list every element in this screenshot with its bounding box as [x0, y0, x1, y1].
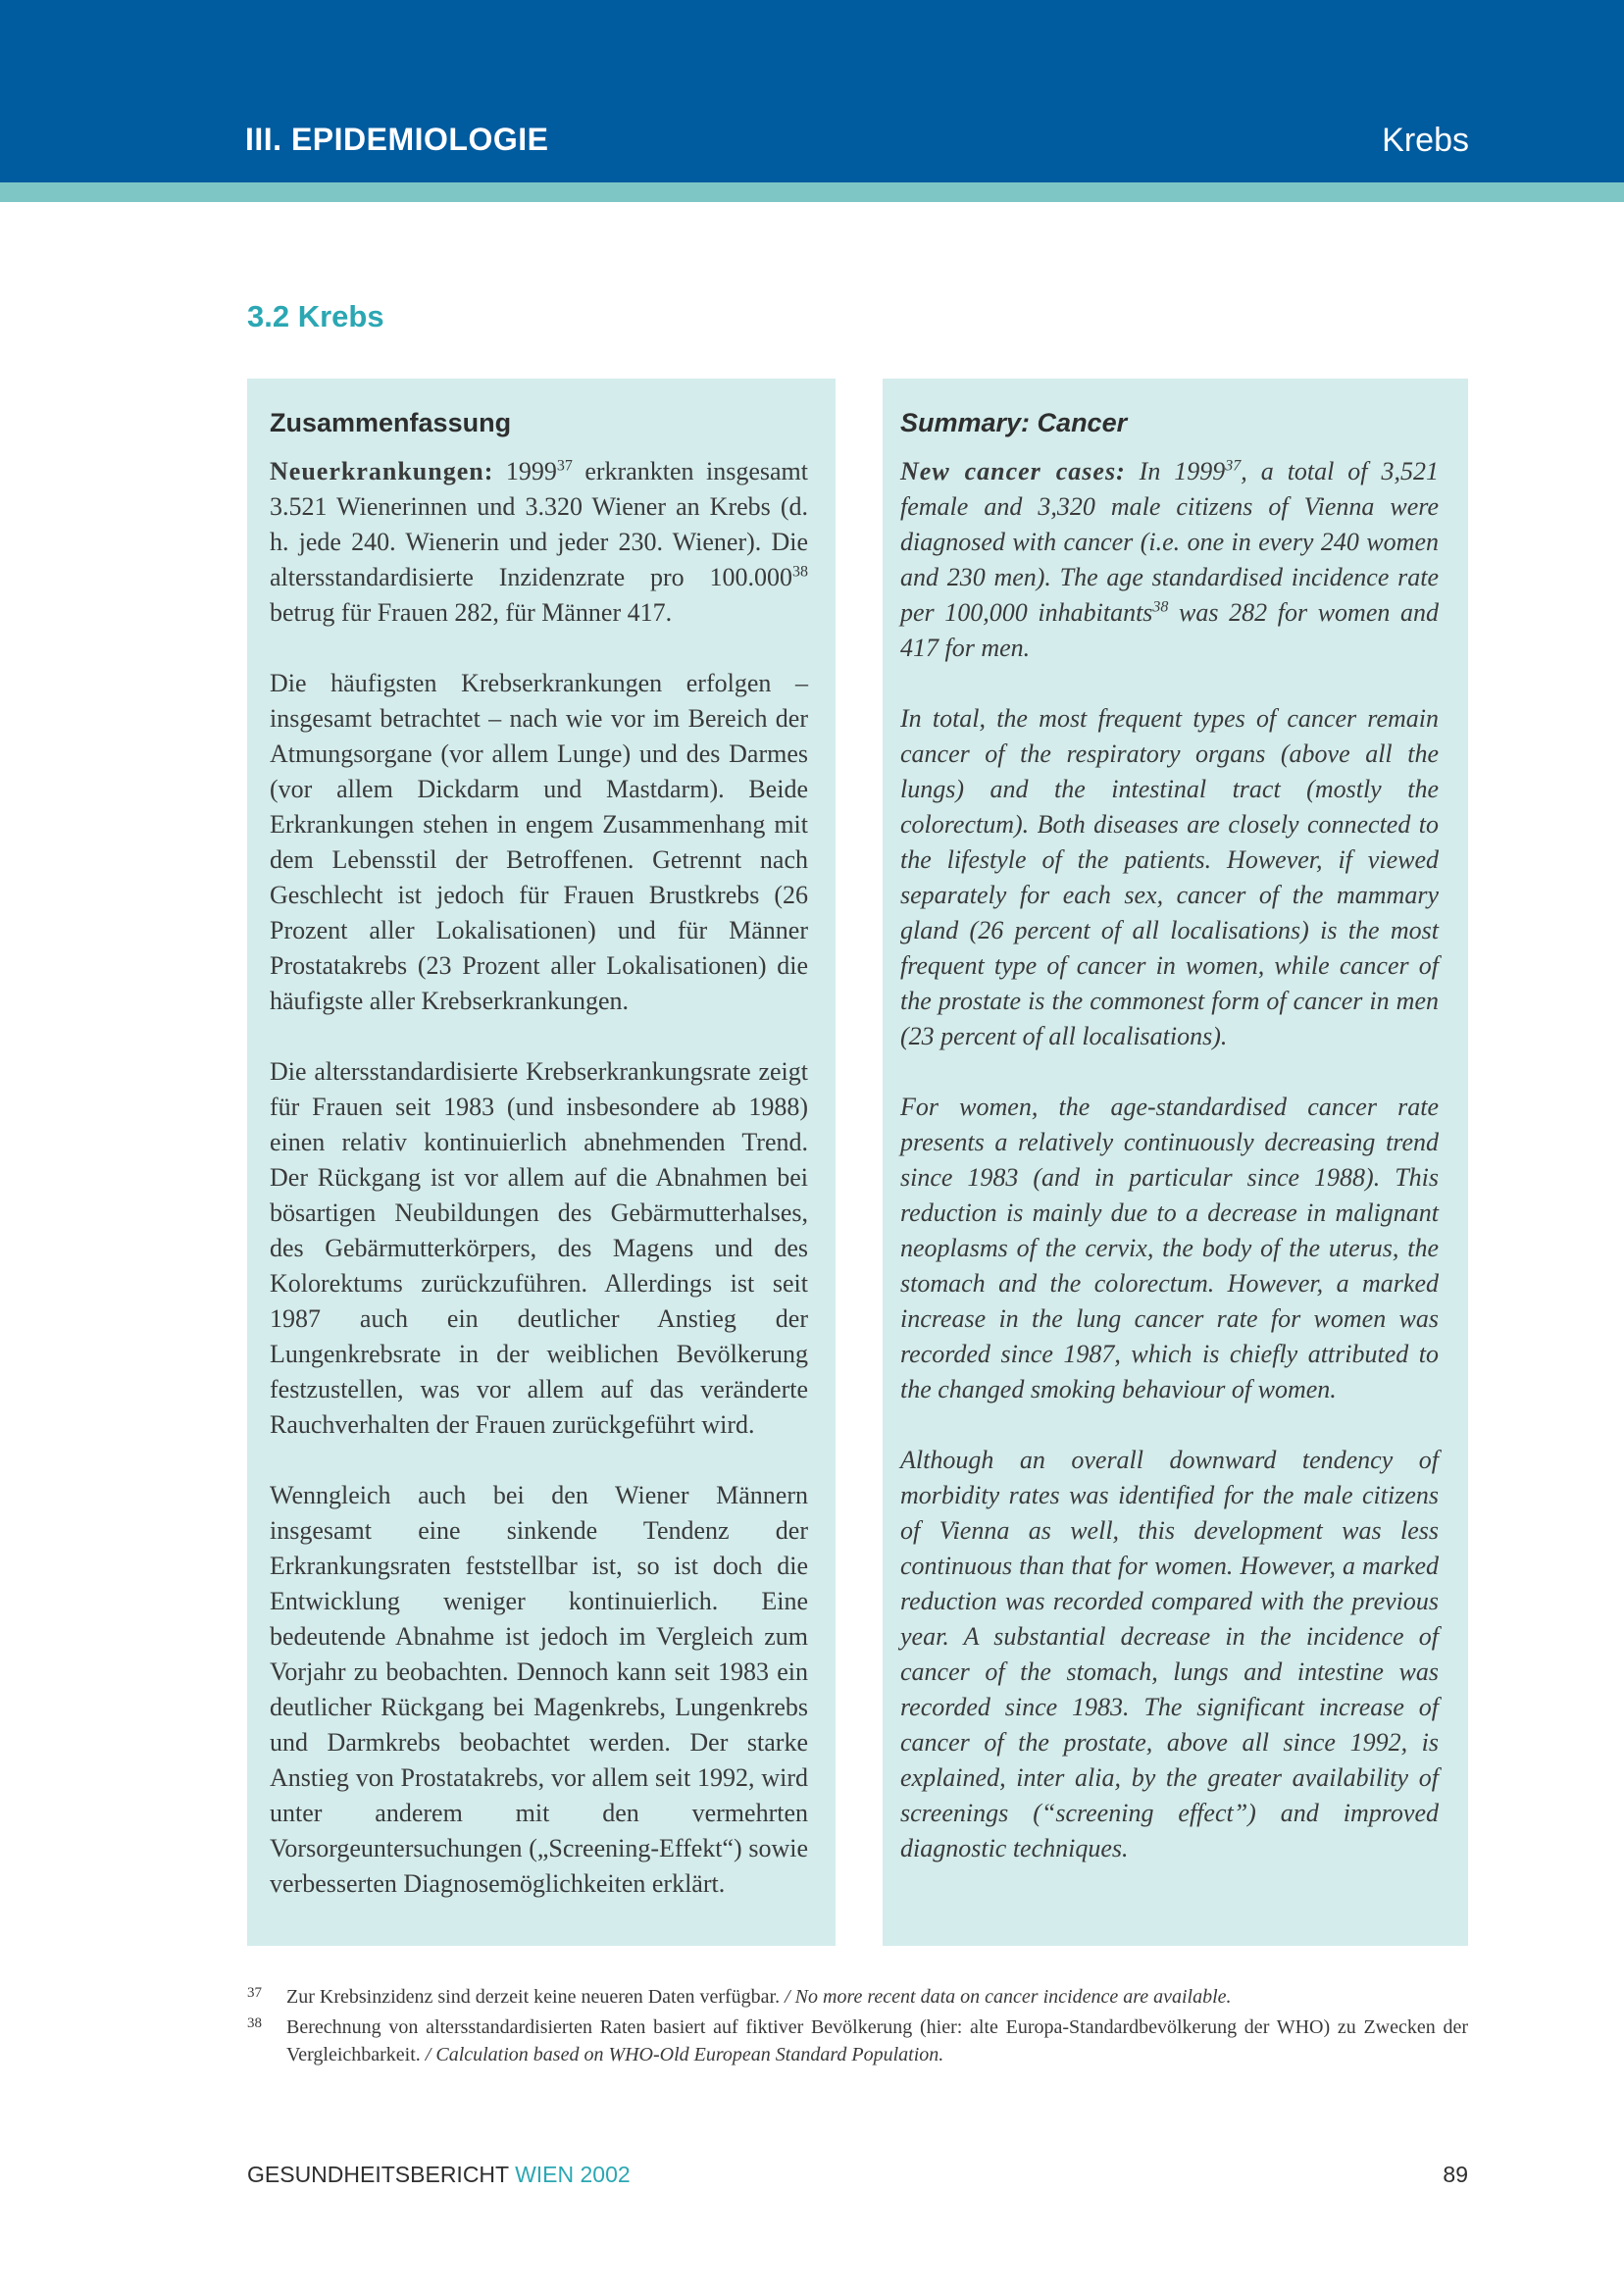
footer-report-title [247, 2162, 631, 2188]
english-summary-box [883, 379, 1468, 1946]
footnote-number: 37 [247, 1985, 262, 2001]
german-paragraph-3: Die altersstandardisierte Krebserkrankungsrate zeigt für Frauen seit 1983 (und insbesondere ab 1988) einen relativ kontinuierlich abnehmenden Trend. Der Rückgang ist vor allem auf die Abnahmen bei bösartigen Neubildungen des Gebärmutterhalses, des Gebärmutterkörpers, des Magens und des Kolorektums zurückzuführen. Allerdings ist seit 1987 auch ein deutlicher Anstieg der Lungenkrebsrate in der weiblichen Bevölkerung festzustellen, was vor allem auf das veränderte Rauchverhalten der Frauen zurückgeführt wird. [270, 1057, 808, 1439]
german-paragraph-2: Die häufigsten Krebserkrankungen erfolgen – insgesamt betrachtet – nach wie vor im Bereich der Atmungsorgane (vor allem Lunge) und des Darmes (vor allem Dickdarm und Mastdarm). Beide Erkrankungen stehen in engem Zusammenhang mit dem Lebensstil der Betroffenen. Getrennt nach Geschlecht ist jedoch für Frauen Brustkrebs (26 Prozent aller Lokalisationen) und für Männer Prostatakrebs (23 Prozent aller Lokalisationen) die häufigste aller Krebserkrankungen. [270, 669, 808, 1015]
german-paragraph-1 [270, 454, 808, 631]
page-number: 89 [1443, 2162, 1468, 2187]
footnote-text-de: Zur Krebsinzidenz sind derzeit keine neueren Daten verfügbar. [286, 1986, 781, 2008]
english-paragraph-3: For women, the age-standardised cancer rate presents a relatively continuously decreasing trend since 1983 (and in particular since 1988). This reduction is mainly due to a decrease in malignant neoplasms of the cervix, the body of the uterus, the stomach and the colorectum. However, a marked increase in the lung cancer rate for women was recorded since 1987, which is chiefly attributed to the changed smoking behaviour of women. [900, 1093, 1439, 1403]
german-p1-part-b: erkrankten insgesamt 3.521 Wienerinnen und 3.320 Wiener an Krebs (d. h. jede 240. Wienerin und jeder 230. Wiener). Die altersstandardisierte Inzidenzrate pro 100.000 [270, 457, 808, 591]
footnote-number: 38 [247, 2015, 262, 2031]
footnote-ref-37: 37 [556, 457, 573, 475]
german-p1-part-a: 1999 [493, 457, 557, 485]
footnote-text-de: Berechnung von altersstandardisierten Raten basiert auf fiktiver Bevölkerung (hier: alte Europa-Standardbevölkerung der WHO) zu Zwecken der Vergleichbarkeit. [286, 2016, 1468, 2065]
english-summary-title: Summary: Cancer [900, 408, 1128, 437]
german-paragraph-4: Wenngleich auch bei den Wiener Männern insgesamt eine sinkende Tendenz der Erkrankungsraten feststellbar ist, so ist doch die Entwicklung weniger kontinuierlich. Eine bedeutende Abnahme ist jedoch im Vergleich zum Vorjahr zu beobachten. Dennoch kann seit 1983 ein deutlicher Rückgang bei Magenkrebs, Lungenkrebs und Darmkrebs beobachtet werden. Der starke Anstieg von Prostatakrebs, vor allem seit 1992, wird unter anderem mit den vermehrten Vorsorgeuntersuchungen („Screening-Effekt“) sowie verbesserten Diagnosemöglichkeiten erklärt. [270, 1481, 808, 1898]
page-header [0, 0, 1624, 182]
german-summary-box [247, 379, 836, 1946]
footnote-text-en: / Calculation based on WHO-Old European Standard Population. [425, 2044, 944, 2065]
footnote-ref-37: 37 [1225, 457, 1242, 475]
english-paragraph-1 [900, 454, 1439, 666]
english-paragraph-4: Although an overall downward tendency of morbidity rates was identified for the male citizens of Vienna as well, this development was less continuous than that for women. However, a marked reduction was recorded compared with the previous year. A substantial decrease in the incidence of cancer of the stomach, lungs and intestine was recorded since 1983. The significant increase of cancer of the prostate, above all since 1992, is explained, inter alia, by the greater availability of screenings (“screening effect”) and improved diagnostic techniques. [900, 1446, 1439, 1862]
german-lead: Neuerkrankungen: [270, 457, 494, 485]
english-p1-part-b: , a total of 3,521 female and 3,320 male citizens of Vienna were diagnosed with cancer (i.e. one in every 240 women and 230 men). The age standardised incidence rate per 100,000 inhabitants [900, 457, 1439, 627]
footnote-text-en: / No more recent data on cancer incidence are available. [785, 1986, 1232, 2008]
footer-report: GESUNDHEITSBERICHT [247, 2162, 509, 2187]
footnote-ref-38: 38 [1152, 598, 1169, 616]
footnotes [247, 1983, 1468, 2071]
german-summary-title: Zusammenfassung [270, 408, 512, 437]
footnote-37 [247, 1983, 1468, 2011]
english-lead: New cancer cases: [900, 457, 1126, 485]
german-p1-part-c: betrug für Frauen 282, für Männer 417. [270, 598, 673, 627]
english-paragraph-2: In total, the most frequent types of cancer remain cancer of the respiratory organs (above all the lungs) and the intestinal tract (mostly the colorectum). Both diseases are closely connected to the lifestyle of the patients. However, if viewed separately for each sex, cancer of the mammary gland (26 percent of all localisations) is the most frequent type of cancer in women, while cancer of the prostate is the commonest form of cancer in men (23 percent of all localisations). [900, 704, 1439, 1050]
chapter-title: III. EPIDEMIOLOGIE [245, 122, 549, 157]
header-stripe [0, 182, 1624, 202]
section-title: 3.2 Krebs [247, 299, 384, 333]
footnote-38 [247, 2014, 1468, 2068]
topic-title: Krebs [1382, 122, 1469, 159]
english-p1-part-c: was 282 for women and 417 for men. [900, 598, 1439, 662]
footnote-ref-38: 38 [792, 563, 808, 581]
english-p1-part-a: In 1999 [1125, 457, 1226, 485]
footer-city-year: WIEN 2002 [515, 2162, 631, 2187]
